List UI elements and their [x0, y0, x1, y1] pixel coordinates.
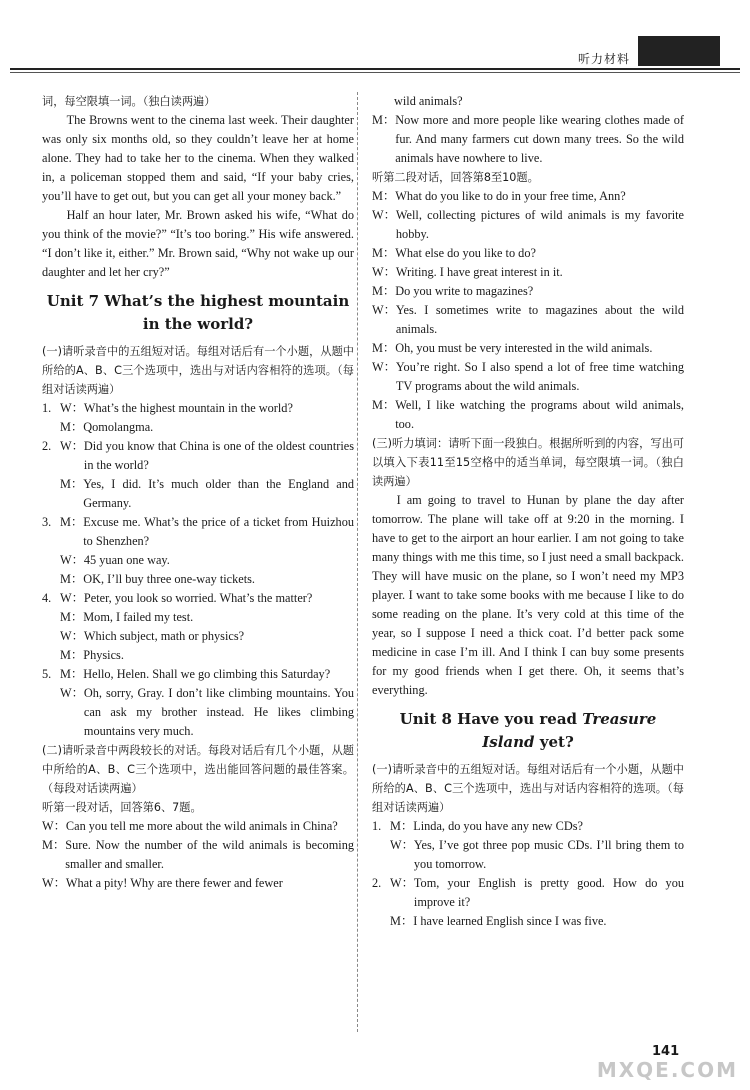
right-column [372, 92, 684, 931]
unit8-title-text: Unit 8 Have you read [399, 710, 583, 728]
dialogue-line: Tom, your English is pretty good. How do you improve it? [413, 876, 684, 909]
dialogue-line: Physics. [83, 648, 124, 662]
section-instructions: (二)请听录音中两段较长的对话。每段对话后有几个小题，从题中所给的A、B、C三个选项中，选出能回答问题的最佳答案。（每段对话读两遍） [42, 744, 354, 795]
dialogue-line: Writing. I have great interest in it. [395, 265, 563, 279]
dialogue-1 [372, 817, 684, 874]
section-instructions: (一)请听录音中的五组短对话。每组对话后有一个小题，从题中所给的A、B、C三个选项中，选出与对话内容相符的选项。（每组对话读两遍） [42, 345, 354, 396]
dialogue-line: Can you tell me more about the wild animals in China? [65, 819, 338, 833]
item-number: 3. [42, 515, 52, 529]
dialogue-2 [42, 437, 354, 513]
header-logo [638, 36, 720, 66]
item-number: 5. [42, 667, 52, 681]
dialogue-line: Yes, I did. It’s much older than the England and Germany. [83, 477, 354, 510]
item-number: 1. [372, 819, 382, 833]
dialogue-line: Oh, sorry, Gray. I don’t like climbing mountains. You can ask my brother instead. He likes climbing mountains very much. [83, 686, 354, 738]
section-instructions: (一)请听录音中的五组短对话。每组对话后有一个小题，从题中所给的A、B、C三个选项中，选出与对话内容相符的选项。（每组对话读两遍） [372, 763, 684, 814]
dialogue-line: Peter, you look so worried. What’s the matter? [83, 591, 313, 605]
dialogue-line: What else do you like to do? [395, 246, 536, 260]
speaker: W： [390, 838, 414, 852]
item-number: 2. [42, 439, 52, 453]
column-divider [357, 92, 358, 1032]
dialogue-line: Did you know that China is one of the oldest countries in the world? [83, 439, 354, 472]
item-number: 2. [372, 876, 382, 890]
dialogue-line: Qomolangma. [83, 420, 154, 434]
speaker: M： [60, 572, 84, 586]
dialogue-5 [42, 665, 354, 741]
speaker: M： [60, 420, 84, 434]
speaker: W： [60, 553, 84, 567]
speaker: M： [60, 515, 84, 529]
dialogue-line: Now more and more people like wearing clothes made of fur. And many farmers cut down many trees. So the wild animals have nowhere to live. [395, 113, 684, 165]
speaker: M： [372, 246, 396, 260]
speaker: W： [372, 265, 396, 279]
speaker: M： [372, 113, 396, 127]
conversation-1 [42, 817, 354, 893]
dialogue-line: Linda, do you have any new CDs? [413, 819, 583, 833]
speaker: W： [60, 629, 84, 643]
dialogue-line: Mom, I failed my test. [83, 610, 194, 624]
unit8-title [372, 708, 684, 754]
left-column [42, 92, 354, 893]
speaker: M： [60, 477, 84, 491]
dialogue-line: Sure. Now the number of the wild animals is becoming smaller and smaller. [65, 838, 354, 871]
question-range: 听第一段对话，回答第6、7题。 [42, 801, 202, 814]
dialogue-line: I have learned English since I was five. [413, 914, 607, 928]
dialogue-line: Well, I like watching the programs about wild animals, too. [395, 398, 684, 431]
speaker: W： [42, 819, 66, 833]
question-range: 听第二段对话，回答第8至10题。 [372, 171, 539, 184]
dialogue-line: Well, collecting pictures of wild animals is my favorite hobby. [395, 208, 684, 241]
dialogue-2 [372, 874, 684, 931]
dialogue-line: You’re right. So I also spend a lot of free time watching TV programs about the wild animals. [395, 360, 684, 393]
speaker-spacer [372, 92, 394, 111]
section-instructions: (三)听力填词：请听下面一段独白。根据所听到的内容，写出可以填入下表11至15空格中的适当单词，每空限填一词。（独白读两遍） [372, 437, 684, 488]
speaker: W： [60, 591, 84, 605]
speaker: W： [372, 208, 396, 222]
speaker: M： [372, 189, 396, 203]
page-header [0, 0, 750, 80]
dialogue-4 [42, 589, 354, 665]
dialogue-line: Excuse me. What’s the price of a ticket from Huizhou to Shenzhen? [83, 515, 354, 548]
monologue: I am going to travel to Hunan by plane the day after tomorrow. The plane will take off at 9:20 in the morning. I have to get to the airport an hour earlier. I am not going to take many things with me this time, so I just need a small backpack. They will have music on the plane, so I won’t need my MP3 player. I want to take some books with me because I like to do some reading on the plane. It’s very cold at this time of the year, so I suppose I need a thick coat. I’d better pack some medicine in case I’m ill. And I think I can buy some presents for my good friends when I get there. Oh, it seems that’s everything. [372, 493, 684, 697]
header-rule [10, 68, 740, 70]
conversation-2 [372, 187, 684, 434]
dialogue-line: What a pity! Why are there fewer and fewer [65, 876, 283, 890]
dialogue-line: 45 yuan one way. [83, 553, 170, 567]
dialogue-line: Yes. I sometimes write to magazines about the wild animals. [395, 303, 684, 336]
header-label: 听力材料 [577, 52, 630, 66]
speaker: M： [60, 667, 84, 681]
page-number: 141 [652, 1044, 680, 1059]
speaker: W： [60, 401, 84, 415]
dialogue-line: OK, I’ll buy three one-way tickets. [83, 572, 255, 586]
dialogue-line: What do you like to do in your free time, Ann? [395, 189, 626, 203]
speaker: W： [372, 303, 396, 317]
speaker: M： [390, 914, 414, 928]
speaker: M： [390, 819, 414, 833]
dialogue-line: Do you write to magazines? [395, 284, 534, 298]
speaker: M： [60, 648, 84, 662]
story-paragraph-2: Half an hour later, Mr. Brown asked his wife, “What do you think of the movie?” “It’s too boring.” His wife answered. “I don’t like it, either.” Mr. Brown said, “Why not wake up our daughter and let her cry?” [42, 208, 354, 279]
unit7-title: Unit 7 What’s the highest mountain in the world? [46, 292, 350, 333]
dialogue-line: Hello, Helen. Shall we go climbing this Saturday? [83, 667, 331, 681]
speaker: W： [60, 686, 84, 700]
dialogue-1 [42, 399, 354, 437]
speaker: W： [372, 360, 396, 374]
item-number: 1. [42, 401, 52, 415]
unit8-title-end: yet? [534, 733, 574, 751]
story-paragraph-1: The Browns went to the cinema last week. Their daughter was only six months old, so they couldn’t leave her at home alone. They had to take her to the cinema. When they walked in, a policeman stopped them and said, “If your baby cries, you’ll have to get out, but you can get all your money back.” [42, 113, 354, 203]
dialogue-3 [42, 513, 354, 589]
watermark: MXQE.COM [596, 1058, 738, 1082]
speaker: M： [60, 610, 84, 624]
speaker: W： [60, 439, 84, 453]
speaker: W： [42, 876, 66, 890]
speaker: M： [372, 341, 396, 355]
dialogue-line: wild animals? [394, 94, 463, 108]
dialogue-line: What’s the highest mountain in the world? [83, 401, 293, 415]
speaker: W： [390, 876, 414, 890]
speaker: M： [372, 398, 396, 412]
speaker: M： [372, 284, 396, 298]
header-rule-thin [10, 72, 740, 73]
intro-line: 词，每空限填一词。（独白读两遍） [42, 95, 216, 108]
dialogue-line: Which subject, math or physics? [83, 629, 245, 643]
book-title: Treasure Island [482, 710, 657, 751]
speaker: M： [42, 838, 66, 852]
item-number: 4. [42, 591, 52, 605]
dialogue-line: Oh, you must be very interested in the wild animals. [395, 341, 653, 355]
dialogue-line: Yes, I’ve got three pop music CDs. I’ll bring them to you tomorrow. [413, 838, 684, 871]
